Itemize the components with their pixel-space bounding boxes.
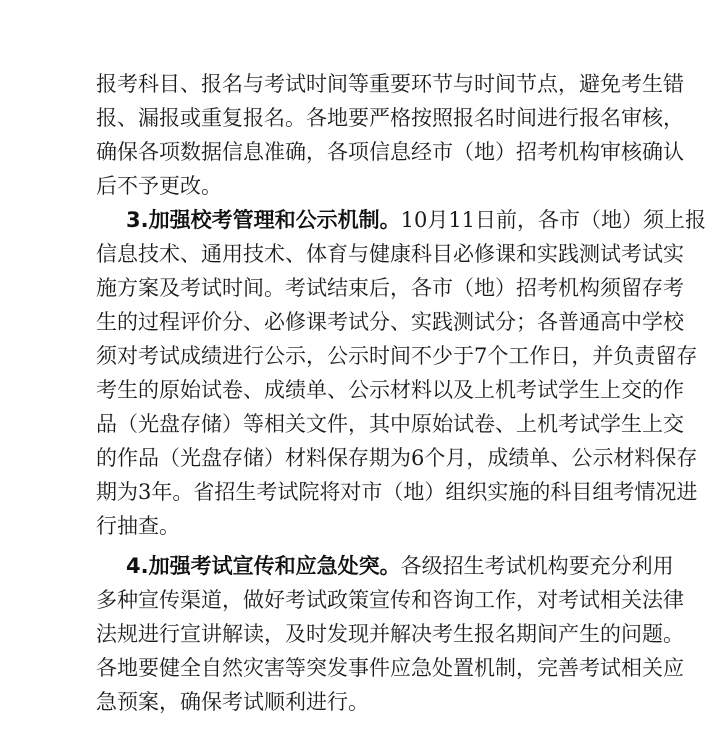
paragraph-line: 生的过程评价分、必修课考试分、实践测试分；各普通高中学校 (96, 310, 684, 334)
paragraph-line: 多种宣传渠道，做好考试政策宣传和咨询工作，对考试相关法律 (96, 588, 684, 612)
paragraph-line: 报、漏报或重复报名。各地要严格按照报名时间进行报名审核， (96, 106, 684, 130)
paragraph-line: 报考科目、报名与考试时间等重要环节与时间节点，避免考生错 (96, 72, 684, 96)
paragraph-line: 确保各项数据信息准确，各项信息经市（地）招考机构审核确认 (96, 140, 684, 164)
paragraph-line: 须对考试成绩进行公示，公示时间不少于7个工作日，并负责留存 (96, 344, 698, 368)
paragraph-line: 急预案，确保考试顺利进行。 (96, 690, 369, 714)
section-4-first-line-text: 各级招生考试机构要充分利用 (400, 554, 674, 578)
paragraph-line: 各地要健全自然灾害等突发事件应急处置机制，完善考试相关应 (96, 656, 684, 680)
paragraph-line: 施方案及考试时间。考试结束后，各市（地）招考机构须留存考 (96, 276, 684, 300)
paragraph-line: 法规进行宣讲解读，及时发现并解决考生报名期间产生的问题。 (96, 622, 684, 646)
paragraph-line: 品（光盘存储）等相关文件，其中原始试卷、上机考试学生上交 (96, 412, 684, 436)
section-3-first-line-text: 10月11日前，各市（地）须上报 (400, 208, 707, 232)
section-4-heading: 4.加强考试宣传和应急处突。 (126, 554, 401, 578)
paragraph-line: 信息技术、通用技术、体育与健康科目必修课和实践测试考试实 (96, 242, 684, 266)
paragraph-line: 考生的原始试卷、成绩单、公示材料以及上机考试学生上交的作 (96, 378, 684, 402)
paragraph-line: 行抽查。 (96, 514, 180, 538)
paragraph-line: 后不予更改。 (96, 174, 222, 198)
section-3-heading: 3.加强校考管理和公示机制。 (126, 208, 401, 232)
paragraph-line: 的作品（光盘存储）材料保存期为6个月，成绩单、公示材料保存 (96, 446, 698, 470)
section-4-first-line (126, 549, 674, 583)
paragraph-line: 期为3年。省招生考试院将对市（地）组织实施的科目组考情况进 (96, 480, 698, 504)
section-3-first-line (126, 203, 707, 237)
